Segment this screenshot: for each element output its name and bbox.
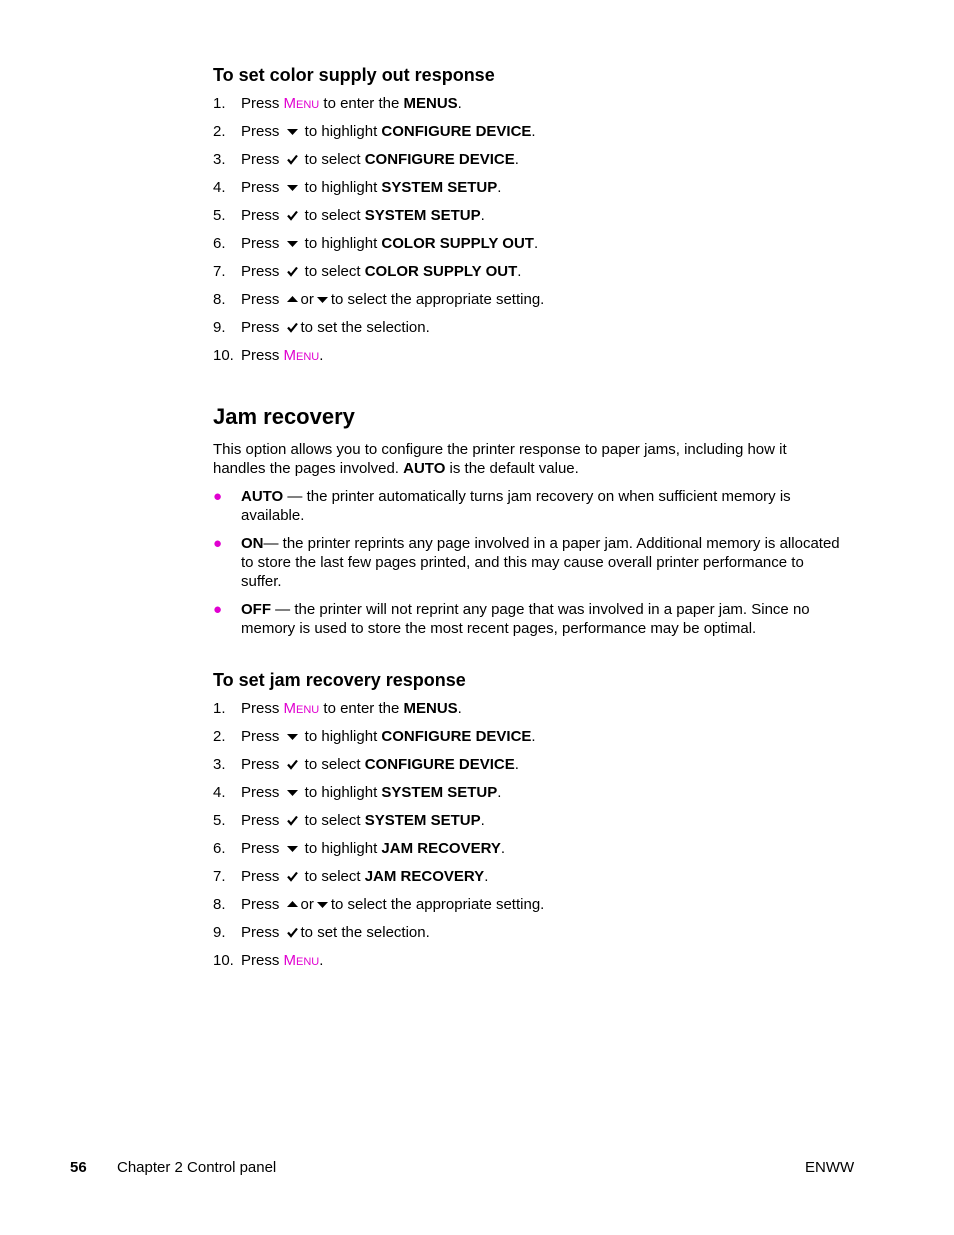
step-number: 4. — [213, 179, 226, 196]
footer-chapter: Chapter 2 Control panel — [117, 1159, 277, 1176]
check-icon — [286, 210, 299, 221]
step-number: 8. — [213, 291, 226, 308]
step-item — [213, 868, 843, 896]
step-item — [213, 151, 843, 179]
step-item — [213, 952, 843, 980]
down-arrow-icon — [286, 126, 299, 137]
down-arrow-icon — [286, 843, 299, 854]
step-text: . — [319, 952, 324, 969]
list-item — [213, 600, 843, 638]
step-number: 2. — [213, 123, 226, 140]
step-number: 1. — [213, 95, 226, 112]
step-text: . — [514, 151, 519, 168]
menu-item-name: CONFIGURE DEVICE — [381, 728, 532, 745]
section-heading: To set jam recovery response — [213, 670, 466, 690]
step-number: 10. — [213, 347, 234, 364]
step-number: 4. — [213, 784, 226, 801]
step-text: to select — [300, 812, 365, 829]
down-arrow-icon — [286, 787, 299, 798]
bullet-icon: ● — [213, 601, 223, 618]
step-item — [213, 263, 843, 291]
step-item — [213, 756, 843, 784]
step-item — [213, 95, 843, 123]
step-text: Press — [241, 952, 280, 969]
check-icon — [286, 871, 299, 882]
step-text: . — [500, 840, 506, 857]
step-text: to select — [300, 207, 365, 224]
step-item — [213, 840, 843, 868]
step-number: 1. — [213, 700, 226, 717]
step-text: Press — [241, 123, 280, 140]
step-text: to highlight — [300, 179, 382, 196]
step-number: 6. — [213, 840, 226, 857]
step-item — [213, 319, 843, 347]
step-item — [213, 347, 843, 375]
step-text: to highlight — [300, 728, 382, 745]
step-text: . — [517, 263, 522, 280]
option-name: ON — [241, 535, 264, 552]
down-arrow-icon — [286, 238, 299, 249]
list-item — [213, 534, 843, 591]
step-text: Press — [241, 235, 280, 252]
menu-item-name: CONFIGURE DEVICE — [381, 123, 532, 140]
bullet-icon: ● — [213, 488, 223, 505]
check-icon — [286, 266, 299, 277]
step-item — [213, 700, 843, 728]
step-text: Press — [241, 347, 280, 364]
step-text: . — [319, 347, 324, 364]
step-item — [213, 179, 843, 207]
step-number: 7. — [213, 868, 226, 885]
check-icon — [286, 815, 299, 826]
step-text: . — [480, 812, 485, 829]
intro-text-end: is the default value. — [445, 460, 579, 477]
check-icon — [286, 322, 299, 333]
menu-item-name: SYSTEM SETUP — [381, 784, 498, 801]
step-number: 9. — [213, 319, 226, 336]
menu-item-name: JAM RECOVERY — [364, 868, 485, 885]
step-text: Press — [241, 319, 280, 336]
step-text: to highlight — [300, 840, 382, 857]
step-text: . — [457, 700, 462, 717]
section-jam-recovery-response — [213, 669, 843, 980]
step-number: 5. — [213, 812, 226, 829]
step-text: . — [531, 728, 536, 745]
step-number: 7. — [213, 263, 226, 280]
step-text: to highlight — [300, 123, 382, 140]
step-item — [213, 235, 843, 263]
footer-right: ENWW — [805, 1159, 855, 1176]
step-item — [213, 728, 843, 756]
menu-item-name: JAM RECOVERY — [381, 840, 501, 857]
step-text: . — [497, 784, 502, 801]
step-item — [213, 207, 843, 235]
step-item — [213, 123, 843, 151]
step-number: 3. — [213, 151, 226, 168]
step-text: Press — [241, 207, 280, 224]
steps-list — [213, 700, 843, 980]
step-text: Press — [241, 728, 280, 745]
step-number: 10. — [213, 952, 234, 969]
step-item — [213, 924, 843, 952]
step-text: . — [514, 756, 519, 773]
step-text: to set the selection. — [300, 319, 430, 336]
menu-item-name: SYSTEM SETUP — [364, 207, 481, 224]
intro-paragraph — [213, 440, 843, 478]
step-text: Press — [241, 95, 280, 112]
intro-text: This option allows you to configure the printer response to paper jams, including how it handles the pages involved. — [213, 441, 787, 477]
menu-button-label: Menu — [283, 952, 320, 969]
step-text: or — [300, 291, 314, 308]
check-icon — [286, 759, 299, 770]
menu-item-name: MENUS — [403, 95, 458, 112]
step-text: to select — [300, 263, 365, 280]
step-number: 8. — [213, 896, 226, 913]
option-name: AUTO — [241, 488, 284, 505]
step-text: . — [457, 95, 462, 112]
step-text: Press — [241, 784, 280, 801]
steps-list — [213, 95, 843, 375]
list-item — [213, 487, 843, 525]
step-text: Press — [241, 812, 280, 829]
step-text: to highlight — [300, 235, 382, 252]
step-text: Press — [241, 263, 280, 280]
step-number: 6. — [213, 235, 226, 252]
check-icon — [286, 927, 299, 938]
page-heading: Jam recovery — [213, 404, 355, 429]
step-text: to select — [300, 756, 365, 773]
down-arrow-icon — [316, 899, 329, 910]
step-text: to select the appropriate setting. — [330, 291, 545, 308]
check-icon — [286, 154, 299, 165]
bullet-icon: ● — [213, 535, 223, 552]
step-text: Press — [241, 924, 280, 941]
option-desc: — the printer reprints any page involved in a paper jam. Additional memory is allocated to store the last few pages printed, and this may cause overall printer performance to suffer. — [241, 535, 840, 590]
down-arrow-icon — [316, 294, 329, 305]
menu-button-label: Menu — [283, 95, 320, 112]
page-number: 56 — [70, 1159, 87, 1176]
step-text: . — [497, 179, 502, 196]
step-item — [213, 812, 843, 840]
menu-item-name: SYSTEM SETUP — [364, 812, 481, 829]
step-text: . — [480, 207, 485, 224]
step-item — [213, 896, 843, 924]
step-text: Press — [241, 756, 280, 773]
down-arrow-icon — [286, 182, 299, 193]
step-text: . — [533, 235, 539, 252]
step-text: Press — [241, 868, 280, 885]
option-name: OFF — [241, 601, 271, 618]
step-text: to select — [300, 868, 365, 885]
step-text: . — [484, 868, 489, 885]
step-text: Press — [241, 840, 280, 857]
menu-item-name: COLOR SUPPLY OUT — [381, 235, 534, 252]
step-number: 2. — [213, 728, 226, 745]
up-arrow-icon — [286, 899, 299, 910]
step-number: 3. — [213, 756, 226, 773]
menu-item-name: CONFIGURE DEVICE — [364, 151, 515, 168]
step-text: Press — [241, 151, 280, 168]
step-number: 5. — [213, 207, 226, 224]
step-item — [213, 784, 843, 812]
section-heading: To set color supply out response — [213, 65, 495, 85]
menu-button-label: Menu — [283, 700, 320, 717]
step-text: to select — [300, 151, 365, 168]
section-color-supply-out — [213, 64, 843, 375]
step-text: Press — [241, 700, 280, 717]
options-list — [213, 487, 843, 638]
step-text: to enter the — [319, 95, 404, 112]
step-text: Press — [241, 179, 280, 196]
step-item — [213, 291, 843, 319]
step-text: to highlight — [300, 784, 382, 801]
step-text: to select the appropriate setting. — [330, 896, 545, 913]
intro-bold: AUTO — [403, 460, 446, 477]
step-number: 9. — [213, 924, 226, 941]
step-text: Press — [241, 896, 280, 913]
option-desc: — the printer will not reprint any page that was involved in a paper jam. Since no memory is used to store the most recent pages, performance may be optimal. — [241, 601, 810, 637]
menu-item-name: SYSTEM SETUP — [381, 179, 498, 196]
down-arrow-icon — [286, 731, 299, 742]
section-jam-recovery — [213, 404, 843, 647]
option-desc: — the printer automatically turns jam recovery on when sufficient memory is available. — [241, 488, 791, 524]
step-text: . — [531, 123, 536, 140]
up-arrow-icon — [286, 294, 299, 305]
menu-item-name: COLOR SUPPLY OUT — [364, 263, 518, 280]
menu-button-label: Menu — [283, 347, 320, 364]
step-text: Press — [241, 291, 280, 308]
step-text: to enter the — [319, 700, 404, 717]
menu-item-name: MENUS — [403, 700, 458, 717]
step-text: or — [300, 896, 314, 913]
step-text: to set the selection. — [300, 924, 430, 941]
menu-item-name: CONFIGURE DEVICE — [364, 756, 515, 773]
